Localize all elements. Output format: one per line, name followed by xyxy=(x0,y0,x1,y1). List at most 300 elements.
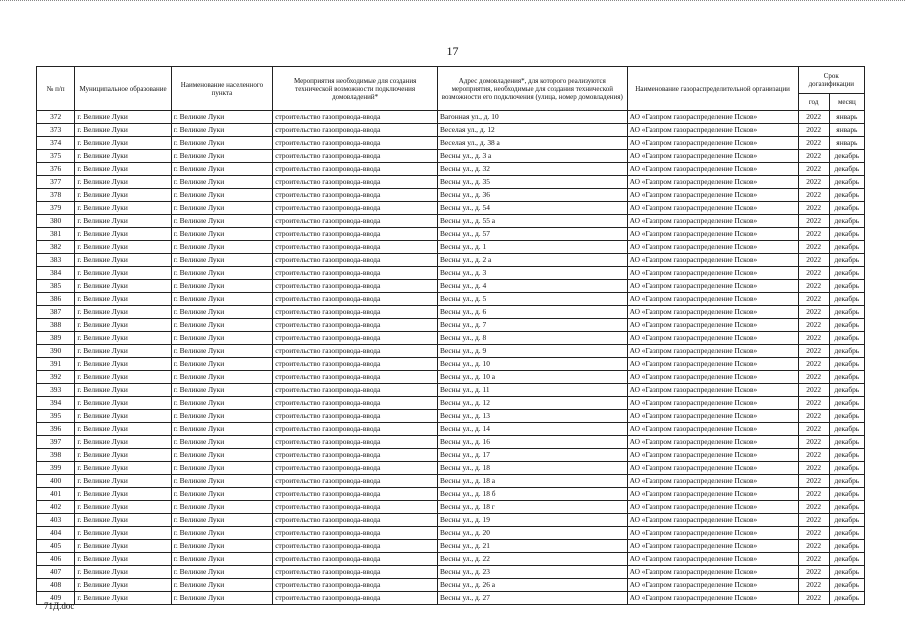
measure-cell: строительство газопровода-ввода xyxy=(273,345,438,358)
organization-cell: АО «Газпром газораспределение Псков» xyxy=(627,371,798,384)
municipality-cell: г. Великие Луки xyxy=(75,280,171,293)
address-cell: Весны ул., д. 3 xyxy=(438,267,628,280)
settlement-cell: г. Великие Луки xyxy=(171,332,273,345)
row-number: 403 xyxy=(37,514,75,527)
row-number: 394 xyxy=(37,397,75,410)
address-cell: Весны ул., д. 27 xyxy=(438,592,628,605)
municipality-cell: г. Великие Луки xyxy=(75,540,171,553)
table-row xyxy=(37,436,865,449)
organization-cell: АО «Газпром газораспределение Псков» xyxy=(627,436,798,449)
month-cell: декабрь xyxy=(829,592,864,605)
table-row xyxy=(37,202,865,215)
row-number: 372 xyxy=(37,111,75,124)
measure-cell: строительство газопровода-ввода xyxy=(273,358,438,371)
table-row xyxy=(37,267,865,280)
table-row xyxy=(37,254,865,267)
month-cell: декабрь xyxy=(829,267,864,280)
municipality-cell: г. Великие Луки xyxy=(75,267,171,280)
municipality-cell: г. Великие Луки xyxy=(75,384,171,397)
settlement-cell: г. Великие Луки xyxy=(171,163,273,176)
measure-cell: строительство газопровода-ввода xyxy=(273,137,438,150)
month-cell: декабрь xyxy=(829,358,864,371)
measure-cell: строительство газопровода-ввода xyxy=(273,566,438,579)
table-row xyxy=(37,358,865,371)
table-row xyxy=(37,150,865,163)
month-cell: декабрь xyxy=(829,397,864,410)
municipality-cell: г. Великие Луки xyxy=(75,488,171,501)
municipality-cell: г. Великие Луки xyxy=(75,345,171,358)
municipality-cell: г. Великие Луки xyxy=(75,293,171,306)
address-cell: Весны ул., д. 20 xyxy=(438,527,628,540)
table-row xyxy=(37,215,865,228)
address-cell: Весны ул., д. 3 а xyxy=(438,150,628,163)
municipality-cell: г. Великие Луки xyxy=(75,566,171,579)
year-cell: 2022 xyxy=(798,553,829,566)
municipality-cell: г. Великие Луки xyxy=(75,215,171,228)
settlement-cell: г. Великие Луки xyxy=(171,202,273,215)
municipality-cell: г. Великие Луки xyxy=(75,423,171,436)
settlement-cell: г. Великие Луки xyxy=(171,527,273,540)
organization-cell: АО «Газпром газораспределение Псков» xyxy=(627,254,798,267)
row-number: 384 xyxy=(37,267,75,280)
municipality-cell: г. Великие Луки xyxy=(75,449,171,462)
year-cell: 2022 xyxy=(798,137,829,150)
row-number: 383 xyxy=(37,254,75,267)
page-top-edge xyxy=(0,0,905,3)
organization-cell: АО «Газпром газораспределение Псков» xyxy=(627,553,798,566)
address-cell: Весны ул., д. 9 xyxy=(438,345,628,358)
address-cell: Весны ул., д. 57 xyxy=(438,228,628,241)
municipality-cell: г. Великие Луки xyxy=(75,189,171,202)
year-cell: 2022 xyxy=(798,410,829,423)
settlement-cell: г. Великие Луки xyxy=(171,241,273,254)
year-cell: 2022 xyxy=(798,150,829,163)
settlement-cell: г. Великие Луки xyxy=(171,306,273,319)
municipality-cell: г. Великие Луки xyxy=(75,228,171,241)
year-cell: 2022 xyxy=(798,280,829,293)
municipality-cell: г. Великие Луки xyxy=(75,475,171,488)
settlement-cell: г. Великие Луки xyxy=(171,501,273,514)
year-cell: 2022 xyxy=(798,254,829,267)
address-cell: Весны ул., д. 13 xyxy=(438,410,628,423)
address-cell: Весны ул., д. 35 xyxy=(438,176,628,189)
row-number: 387 xyxy=(37,306,75,319)
address-cell: Весны ул., д. 14 xyxy=(438,423,628,436)
table-row xyxy=(37,111,865,124)
row-number: 409 xyxy=(37,592,75,605)
organization-cell: АО «Газпром газораспределение Псков» xyxy=(627,215,798,228)
settlement-cell: г. Великие Луки xyxy=(171,228,273,241)
organization-cell: АО «Газпром газораспределение Псков» xyxy=(627,332,798,345)
row-number: 399 xyxy=(37,462,75,475)
year-cell: 2022 xyxy=(798,319,829,332)
row-number: 404 xyxy=(37,527,75,540)
settlement-cell: г. Великие Луки xyxy=(171,371,273,384)
header-address: Адрес домовладения*, для которого реализуются мероприятия, необходимые для создания технической возможности его подключения (улица, номер домовладения) xyxy=(438,67,628,111)
row-number: 374 xyxy=(37,137,75,150)
month-cell: декабрь xyxy=(829,345,864,358)
address-cell: Весны ул., д. 16 xyxy=(438,436,628,449)
organization-cell: АО «Газпром газораспределение Псков» xyxy=(627,384,798,397)
year-cell: 2022 xyxy=(798,449,829,462)
row-number: 380 xyxy=(37,215,75,228)
table-row xyxy=(37,514,865,527)
month-cell: декабрь xyxy=(829,501,864,514)
month-cell: декабрь xyxy=(829,579,864,592)
gasification-table xyxy=(36,66,865,605)
month-cell: декабрь xyxy=(829,189,864,202)
settlement-cell: г. Великие Луки xyxy=(171,319,273,332)
row-number: 376 xyxy=(37,163,75,176)
settlement-cell: г. Великие Луки xyxy=(171,384,273,397)
month-cell: декабрь xyxy=(829,150,864,163)
measure-cell: строительство газопровода-ввода xyxy=(273,319,438,332)
year-cell: 2022 xyxy=(798,540,829,553)
page-number: 17 xyxy=(446,44,459,58)
municipality-cell: г. Великие Луки xyxy=(75,397,171,410)
organization-cell: АО «Газпром газораспределение Псков» xyxy=(627,410,798,423)
table-row xyxy=(37,592,865,605)
settlement-cell: г. Великие Луки xyxy=(171,280,273,293)
measure-cell: строительство газопровода-ввода xyxy=(273,514,438,527)
municipality-cell: г. Великие Луки xyxy=(75,514,171,527)
table-row xyxy=(37,189,865,202)
month-cell: декабрь xyxy=(829,332,864,345)
settlement-cell: г. Великие Луки xyxy=(171,553,273,566)
organization-cell: АО «Газпром газораспределение Псков» xyxy=(627,150,798,163)
year-cell: 2022 xyxy=(798,592,829,605)
municipality-cell: г. Великие Луки xyxy=(75,553,171,566)
year-cell: 2022 xyxy=(798,566,829,579)
settlement-cell: г. Великие Луки xyxy=(171,488,273,501)
measure-cell: строительство газопровода-ввода xyxy=(273,423,438,436)
month-cell: декабрь xyxy=(829,163,864,176)
year-cell: 2022 xyxy=(798,306,829,319)
measure-cell: строительство газопровода-ввода xyxy=(273,397,438,410)
measure-cell: строительство газопровода-ввода xyxy=(273,293,438,306)
row-number: 392 xyxy=(37,371,75,384)
row-number: 373 xyxy=(37,124,75,137)
year-cell: 2022 xyxy=(798,527,829,540)
table-row xyxy=(37,553,865,566)
year-cell: 2022 xyxy=(798,475,829,488)
month-cell: декабрь xyxy=(829,176,864,189)
measure-cell: строительство газопровода-ввода xyxy=(273,241,438,254)
measure-cell: строительство газопровода-ввода xyxy=(273,267,438,280)
organization-cell: АО «Газпром газораспределение Псков» xyxy=(627,423,798,436)
measure-cell: строительство газопровода-ввода xyxy=(273,124,438,137)
year-cell: 2022 xyxy=(798,332,829,345)
year-cell: 2022 xyxy=(798,514,829,527)
row-number: 378 xyxy=(37,189,75,202)
municipality-cell: г. Великие Луки xyxy=(75,579,171,592)
address-cell: Весны ул., д. 10 xyxy=(438,358,628,371)
organization-cell: АО «Газпром газораспределение Псков» xyxy=(627,449,798,462)
month-cell: декабрь xyxy=(829,514,864,527)
year-cell: 2022 xyxy=(798,124,829,137)
measure-cell: строительство газопровода-ввода xyxy=(273,163,438,176)
organization-cell: АО «Газпром газораспределение Псков» xyxy=(627,111,798,124)
table-row xyxy=(37,345,865,358)
table-row xyxy=(37,163,865,176)
month-cell: декабрь xyxy=(829,371,864,384)
settlement-cell: г. Великие Луки xyxy=(171,176,273,189)
settlement-cell: г. Великие Луки xyxy=(171,124,273,137)
settlement-cell: г. Великие Луки xyxy=(171,514,273,527)
organization-cell: АО «Газпром газораспределение Псков» xyxy=(627,462,798,475)
year-cell: 2022 xyxy=(798,111,829,124)
row-number: 377 xyxy=(37,176,75,189)
month-cell: декабрь xyxy=(829,488,864,501)
settlement-cell: г. Великие Луки xyxy=(171,345,273,358)
measure-cell: строительство газопровода-ввода xyxy=(273,475,438,488)
month-cell: декабрь xyxy=(829,410,864,423)
table-row xyxy=(37,371,865,384)
municipality-cell: г. Великие Луки xyxy=(75,332,171,345)
table-row xyxy=(37,527,865,540)
municipality-cell: г. Великие Луки xyxy=(75,124,171,137)
measure-cell: строительство газопровода-ввода xyxy=(273,579,438,592)
table-row xyxy=(37,137,865,150)
address-cell: Весны ул., д. 1 xyxy=(438,241,628,254)
organization-cell: АО «Газпром газораспределение Псков» xyxy=(627,488,798,501)
month-cell: декабрь xyxy=(829,215,864,228)
organization-cell: АО «Газпром газораспределение Псков» xyxy=(627,319,798,332)
year-cell: 2022 xyxy=(798,241,829,254)
address-cell: Весны ул., д. 18 а xyxy=(438,475,628,488)
row-number: 375 xyxy=(37,150,75,163)
measure-cell: строительство газопровода-ввода xyxy=(273,202,438,215)
municipality-cell: г. Великие Луки xyxy=(75,592,171,605)
organization-cell: АО «Газпром газораспределение Псков» xyxy=(627,358,798,371)
municipality-cell: г. Великие Луки xyxy=(75,410,171,423)
year-cell: 2022 xyxy=(798,345,829,358)
table-row xyxy=(37,293,865,306)
month-cell: декабрь xyxy=(829,527,864,540)
row-number: 382 xyxy=(37,241,75,254)
organization-cell: АО «Газпром газораспределение Псков» xyxy=(627,202,798,215)
month-cell: декабрь xyxy=(829,384,864,397)
row-number: 391 xyxy=(37,358,75,371)
year-cell: 2022 xyxy=(798,358,829,371)
address-cell: Весны ул., д. 55 а xyxy=(438,215,628,228)
month-cell: декабрь xyxy=(829,462,864,475)
year-cell: 2022 xyxy=(798,579,829,592)
settlement-cell: г. Великие Луки xyxy=(171,449,273,462)
table-row xyxy=(37,241,865,254)
address-cell: Весны ул., д. 5 xyxy=(438,293,628,306)
year-cell: 2022 xyxy=(798,293,829,306)
address-cell: Весны ул., д. 10 а xyxy=(438,371,628,384)
measure-cell: строительство газопровода-ввода xyxy=(273,462,438,475)
row-number: 400 xyxy=(37,475,75,488)
organization-cell: АО «Газпром газораспределение Псков» xyxy=(627,306,798,319)
organization-cell: АО «Газпром газораспределение Псков» xyxy=(627,540,798,553)
settlement-cell: г. Великие Луки xyxy=(171,150,273,163)
table-row xyxy=(37,410,865,423)
municipality-cell: г. Великие Луки xyxy=(75,202,171,215)
year-cell: 2022 xyxy=(798,488,829,501)
measure-cell: строительство газопровода-ввода xyxy=(273,371,438,384)
organization-cell: АО «Газпром газораспределение Псков» xyxy=(627,293,798,306)
address-cell: Весны ул., д. 18 б xyxy=(438,488,628,501)
settlement-cell: г. Великие Луки xyxy=(171,410,273,423)
year-cell: 2022 xyxy=(798,384,829,397)
municipality-cell: г. Великие Луки xyxy=(75,371,171,384)
year-cell: 2022 xyxy=(798,462,829,475)
year-cell: 2022 xyxy=(798,423,829,436)
municipality-cell: г. Великие Луки xyxy=(75,501,171,514)
header-month: месяц xyxy=(829,94,864,111)
organization-cell: АО «Газпром газораспределение Псков» xyxy=(627,566,798,579)
table-row xyxy=(37,384,865,397)
row-number: 405 xyxy=(37,540,75,553)
measure-cell: строительство газопровода-ввода xyxy=(273,527,438,540)
address-cell: Весны ул., д. 7 xyxy=(438,319,628,332)
measure-cell: строительство газопровода-ввода xyxy=(273,501,438,514)
organization-cell: АО «Газпром газораспределение Псков» xyxy=(627,475,798,488)
table-row xyxy=(37,488,865,501)
organization-cell: АО «Газпром газораспределение Псков» xyxy=(627,241,798,254)
row-number: 395 xyxy=(37,410,75,423)
organization-cell: АО «Газпром газораспределение Псков» xyxy=(627,397,798,410)
month-cell: январь xyxy=(829,111,864,124)
settlement-cell: г. Великие Луки xyxy=(171,436,273,449)
organization-cell: АО «Газпром газораспределение Псков» xyxy=(627,280,798,293)
municipality-cell: г. Великие Луки xyxy=(75,137,171,150)
address-cell: Весны ул., д. 2 а xyxy=(438,254,628,267)
measure-cell: строительство газопровода-ввода xyxy=(273,449,438,462)
year-cell: 2022 xyxy=(798,371,829,384)
organization-cell: АО «Газпром газораспределение Псков» xyxy=(627,228,798,241)
organization-cell: АО «Газпром газораспределение Псков» xyxy=(627,345,798,358)
month-cell: январь xyxy=(829,124,864,137)
measure-cell: строительство газопровода-ввода xyxy=(273,111,438,124)
settlement-cell: г. Великие Луки xyxy=(171,579,273,592)
month-cell: январь xyxy=(829,137,864,150)
municipality-cell: г. Великие Луки xyxy=(75,241,171,254)
measure-cell: строительство газопровода-ввода xyxy=(273,436,438,449)
measure-cell: строительство газопровода-ввода xyxy=(273,176,438,189)
table-row xyxy=(37,449,865,462)
table-row xyxy=(37,579,865,592)
settlement-cell: г. Великие Луки xyxy=(171,540,273,553)
year-cell: 2022 xyxy=(798,202,829,215)
row-number: 406 xyxy=(37,553,75,566)
row-number: 396 xyxy=(37,423,75,436)
address-cell: Весны ул., д. 4 xyxy=(438,280,628,293)
month-cell: декабрь xyxy=(829,202,864,215)
month-cell: декабрь xyxy=(829,553,864,566)
address-cell: Весны ул., д. 18 xyxy=(438,462,628,475)
municipality-cell: г. Великие Луки xyxy=(75,254,171,267)
settlement-cell: г. Великие Луки xyxy=(171,111,273,124)
header-measures: Мероприятия необходимые для создания технической возможности подключения домовладений* xyxy=(273,67,438,111)
organization-cell: АО «Газпром газораспределение Псков» xyxy=(627,137,798,150)
address-cell: Весны ул., д. 26 а xyxy=(438,579,628,592)
settlement-cell: г. Великие Луки xyxy=(171,189,273,202)
table-row xyxy=(37,228,865,241)
measure-cell: строительство газопровода-ввода xyxy=(273,332,438,345)
row-number: 381 xyxy=(37,228,75,241)
month-cell: декабрь xyxy=(829,228,864,241)
row-number: 388 xyxy=(37,319,75,332)
municipality-cell: г. Великие Луки xyxy=(75,527,171,540)
table-row xyxy=(37,319,865,332)
measure-cell: строительство газопровода-ввода xyxy=(273,280,438,293)
table-row xyxy=(37,423,865,436)
settlement-cell: г. Великие Луки xyxy=(171,293,273,306)
measure-cell: строительство газопровода-ввода xyxy=(273,306,438,319)
address-cell: Весны ул., д. 32 xyxy=(438,163,628,176)
address-cell: Весны ул., д. 19 xyxy=(438,514,628,527)
municipality-cell: г. Великие Луки xyxy=(75,163,171,176)
settlement-cell: г. Великие Луки xyxy=(171,475,273,488)
table-body xyxy=(37,111,865,605)
municipality-cell: г. Великие Луки xyxy=(75,176,171,189)
settlement-cell: г. Великие Луки xyxy=(171,423,273,436)
settlement-cell: г. Великие Луки xyxy=(171,267,273,280)
year-cell: 2022 xyxy=(798,501,829,514)
year-cell: 2022 xyxy=(798,163,829,176)
address-cell: Весны ул., д. 6 xyxy=(438,306,628,319)
address-cell: Весны ул., д. 23 xyxy=(438,566,628,579)
settlement-cell: г. Великие Луки xyxy=(171,358,273,371)
table-row xyxy=(37,176,865,189)
row-number: 408 xyxy=(37,579,75,592)
table-row xyxy=(37,540,865,553)
measure-cell: строительство газопровода-ввода xyxy=(273,488,438,501)
address-cell: Весны ул., д. 54 xyxy=(438,202,628,215)
organization-cell: АО «Газпром газораспределение Псков» xyxy=(627,124,798,137)
month-cell: декабрь xyxy=(829,449,864,462)
organization-cell: АО «Газпром газораспределение Псков» xyxy=(627,579,798,592)
table-row xyxy=(37,475,865,488)
settlement-cell: г. Великие Луки xyxy=(171,215,273,228)
year-cell: 2022 xyxy=(798,436,829,449)
address-cell: Весны ул., д. 17 xyxy=(438,449,628,462)
row-number: 385 xyxy=(37,280,75,293)
measure-cell: строительство газопровода-ввода xyxy=(273,592,438,605)
address-cell: Веселая ул., д. 12 xyxy=(438,124,628,137)
municipality-cell: г. Великие Луки xyxy=(75,462,171,475)
settlement-cell: г. Великие Луки xyxy=(171,137,273,150)
table-row xyxy=(37,332,865,345)
header-year: год xyxy=(798,94,829,111)
header-deadline: Срок догазификации xyxy=(798,67,864,94)
organization-cell: АО «Газпром газораспределение Псков» xyxy=(627,176,798,189)
organization-cell: АО «Газпром газораспределение Псков» xyxy=(627,527,798,540)
year-cell: 2022 xyxy=(798,189,829,202)
header-num: № п/п xyxy=(37,67,75,111)
month-cell: декабрь xyxy=(829,293,864,306)
address-cell: Весны ул., д. 12 xyxy=(438,397,628,410)
year-cell: 2022 xyxy=(798,267,829,280)
municipality-cell: г. Великие Луки xyxy=(75,319,171,332)
row-number: 397 xyxy=(37,436,75,449)
address-cell: Весны ул., д. 22 xyxy=(438,553,628,566)
table-row xyxy=(37,566,865,579)
address-cell: Весны ул., д. 8 xyxy=(438,332,628,345)
measure-cell: строительство газопровода-ввода xyxy=(273,254,438,267)
municipality-cell: г. Великие Луки xyxy=(75,358,171,371)
organization-cell: АО «Газпром газораспределение Псков» xyxy=(627,163,798,176)
organization-cell: АО «Газпром газораспределение Псков» xyxy=(627,189,798,202)
organization-cell: АО «Газпром газораспределение Псков» xyxy=(627,501,798,514)
settlement-cell: г. Великие Луки xyxy=(171,254,273,267)
measure-cell: строительство газопровода-ввода xyxy=(273,540,438,553)
month-cell: декабрь xyxy=(829,241,864,254)
